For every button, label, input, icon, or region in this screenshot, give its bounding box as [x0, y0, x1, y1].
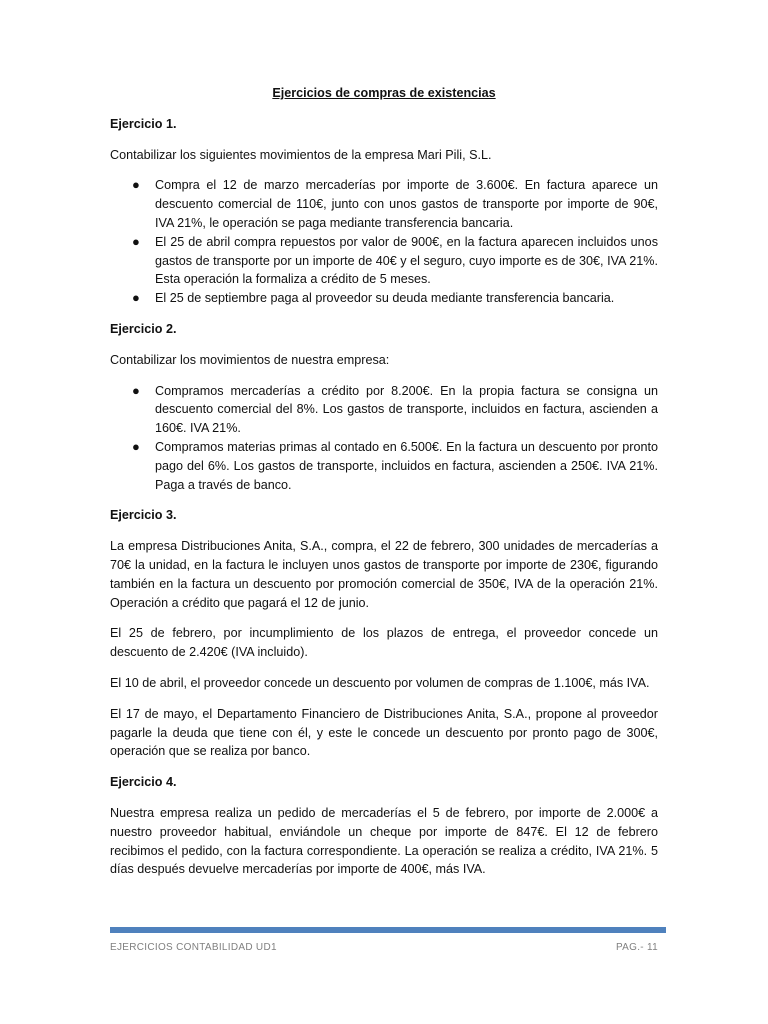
bullet-icon: ● [132, 233, 140, 249]
exercise-4-heading: Ejercicio 4. [110, 775, 177, 790]
exercise-3-paragraph: El 10 de abril, el proveedor concede un descuento por volumen de compras de 1.100€, más IVA. [110, 675, 650, 690]
footer-page-number: PAG.- 11 [615, 942, 658, 953]
exercise-1-intro: Contabilizar los siguientes movimientos de la empresa Mari Pili, S.L. [110, 147, 492, 162]
bullet-icon: ● [132, 177, 140, 193]
footer-document-name: EJERCICIOS CONTABILIDAD UD1 [110, 942, 277, 953]
document-body [110, 84, 658, 891]
list-item: ● El 25 de septiembre paga al proveedor su deuda mediante transferencia bancaria. [110, 289, 658, 308]
list-item: ● El 25 de abril compra repuestos por valor de 900€, en la factura aparecen incluidos unos gastos de transporte por un importe de 40€ y el seguro, cuyo importe es de 30€, IVA 21%. Esta operación la formaliza a crédito de 5 meses. [132, 233, 658, 287]
footer-divider [110, 927, 666, 933]
list-item: ● Compramos materias primas al contado en 6.500€. En la factura un descuento por pronto pago del 6%. Los gastos de transporte, incluidos en factura, ascienden a 250€. IVA 21%. Paga a través de banco. [132, 438, 658, 492]
bullet-icon: ● [132, 438, 140, 454]
exercise-3-paragraph: El 17 de mayo, el Departamento Financiero de Distribuciones Anita, S.A., propone al proveedor pagarle la deuda que tiene con él, y este le concede un descuento por pronto pago de 300€, operación que se realiza por banco. [110, 706, 658, 759]
exercise-3-heading: Ejercicio 3. [110, 508, 177, 523]
bullet-icon: ● [132, 290, 140, 306]
list-item: ● Compramos mercaderías a crédito por 8.200€. En la propia factura se consigna un descuento comercial del 8%. Los gastos de transporte, incluidos en factura, ascienden a 160€. IVA 21%. [132, 382, 658, 436]
exercise-1-heading: Ejercicio 1. [110, 116, 177, 131]
exercise-3-paragraph: El 25 de febrero, por incumplimiento de los plazos de entrega, el proveedor concede un descuento de 2.420€ (IVA incluido). [110, 626, 658, 660]
bullet-icon: ● [132, 382, 140, 398]
list-item: ● Compra el 12 de marzo mercaderías por importe de 3.600€. En factura aparece un descuento comercial de 110€, junto con unos gastos de transporte por importe de 90€, IVA 21%, le operación se paga mediante transferencia bancaria. [132, 177, 658, 230]
exercise-3-paragraph: La empresa Distribuciones Anita, S.A., compra, el 22 de febrero, 300 unidades de mercaderías a 70€ la unidad, en la factura le incluyen unos gastos de transporte por importe de 230€, figurando también en la factura un descuento por promoción comercial de 350€, IVA de la operación 21%. Operación a crédito que pagará el 12 de junio. [110, 539, 658, 610]
document-title: Ejercicios de compras de existencias [272, 86, 496, 100]
exercise-2-heading: Ejercicio 2. [110, 321, 177, 336]
exercise-2-list [110, 382, 658, 495]
exercise-1-list [110, 176, 658, 308]
exercise-4-paragraph: Nuestra empresa realiza un pedido de mercaderías el 5 de febrero, por importe de 2.000€ a nuestro proveedor habitual, enviándole un cheque por importe de 847€. El 12 de febrero recibimos el pedido, con la factura correspondiente. La operación se realiza a crédito, IVA 21%. 5 días después devuelve mercaderías por importe de 400€, más IVA. [110, 805, 658, 877]
exercise-2-intro: Contabilizar los movimientos de nuestra empresa: [110, 352, 390, 367]
